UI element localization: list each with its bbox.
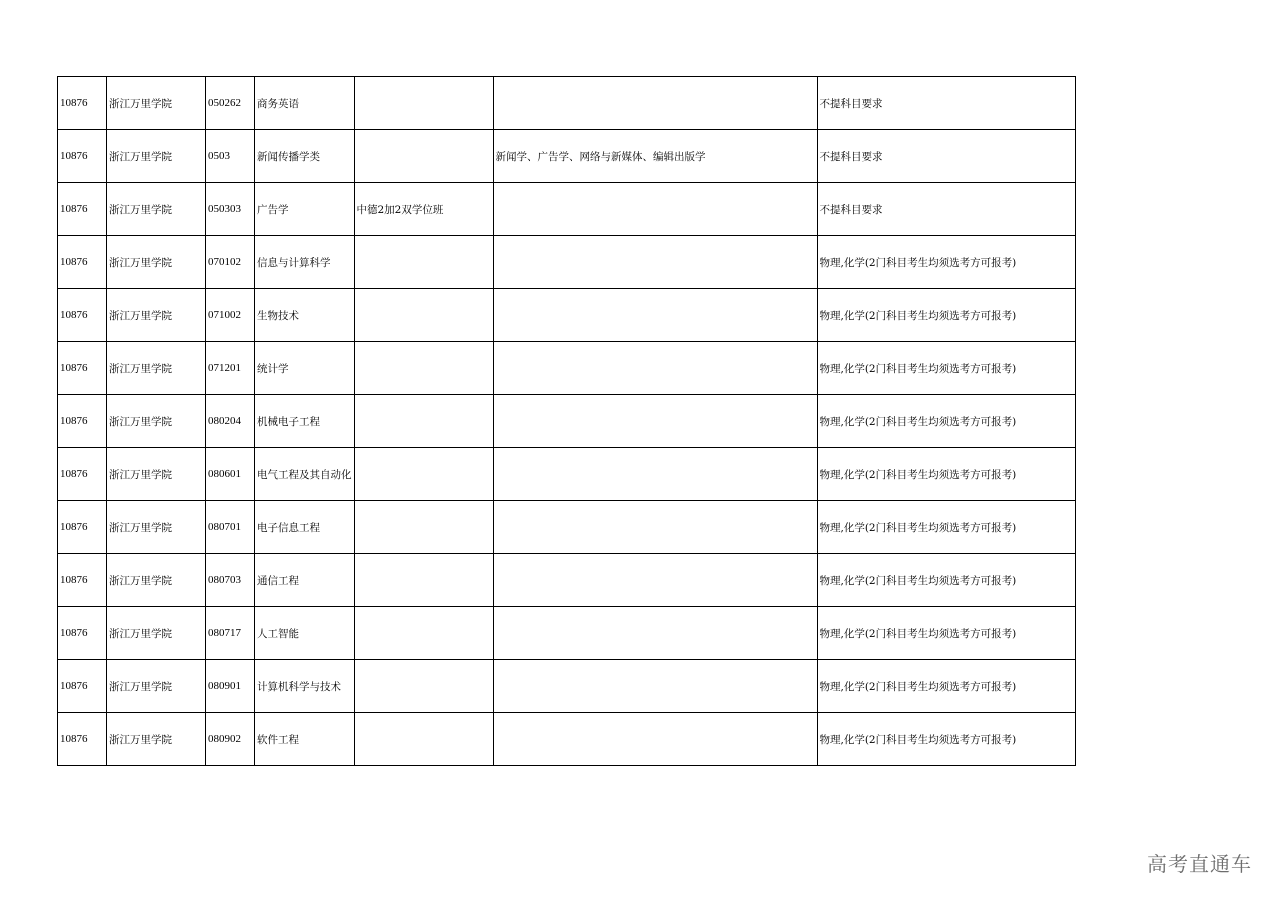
table-row	[58, 289, 1076, 342]
included-majors-cell	[493, 448, 817, 501]
school-code-cell: 10876	[58, 289, 107, 342]
major-name-cell: 计算机科学与技术	[255, 660, 355, 713]
school-name-cell: 浙江万里学院	[107, 713, 206, 766]
major-name-cell: 机械电子工程	[255, 395, 355, 448]
major-requirements-table	[57, 76, 1076, 766]
major-name-cell: 商务英语	[255, 77, 355, 130]
school-name-cell: 浙江万里学院	[107, 448, 206, 501]
subject-requirement-cell: 物理,化学(2门科目考生均须选考方可报考)	[817, 236, 1075, 289]
major-code-cell: 080601	[206, 448, 255, 501]
major-note-cell	[354, 660, 493, 713]
subject-requirement-cell: 物理,化学(2门科目考生均须选考方可报考)	[817, 554, 1075, 607]
included-majors-cell: 新闻学、广告学、网络与新媒体、编辑出版学	[493, 130, 817, 183]
major-note-cell	[354, 342, 493, 395]
major-name-cell: 人工智能	[255, 607, 355, 660]
included-majors-cell	[493, 77, 817, 130]
major-note-cell: 中德2加2双学位班	[354, 183, 493, 236]
table-row	[58, 448, 1076, 501]
school-name-cell: 浙江万里学院	[107, 342, 206, 395]
subject-requirement-cell: 物理,化学(2门科目考生均须选考方可报考)	[817, 713, 1075, 766]
table-row	[58, 77, 1076, 130]
major-code-cell: 080204	[206, 395, 255, 448]
major-code-cell: 050303	[206, 183, 255, 236]
subject-requirement-cell: 不提科目要求	[817, 77, 1075, 130]
included-majors-cell	[493, 395, 817, 448]
major-code-cell: 080901	[206, 660, 255, 713]
school-name-cell: 浙江万里学院	[107, 660, 206, 713]
major-note-cell	[354, 607, 493, 660]
school-name-cell: 浙江万里学院	[107, 607, 206, 660]
major-note-cell	[354, 289, 493, 342]
major-code-cell: 080701	[206, 501, 255, 554]
included-majors-cell	[493, 501, 817, 554]
major-name-cell: 软件工程	[255, 713, 355, 766]
school-code-cell: 10876	[58, 395, 107, 448]
table-row	[58, 607, 1076, 660]
included-majors-cell	[493, 183, 817, 236]
included-majors-cell	[493, 342, 817, 395]
school-name-cell: 浙江万里学院	[107, 236, 206, 289]
school-code-cell: 10876	[58, 130, 107, 183]
major-code-cell: 071201	[206, 342, 255, 395]
included-majors-cell	[493, 660, 817, 713]
table-row	[58, 501, 1076, 554]
school-code-cell: 10876	[58, 448, 107, 501]
major-code-cell: 050262	[206, 77, 255, 130]
table-body	[58, 77, 1076, 766]
major-code-cell: 0503	[206, 130, 255, 183]
school-code-cell: 10876	[58, 342, 107, 395]
subject-requirement-cell: 物理,化学(2门科目考生均须选考方可报考)	[817, 501, 1075, 554]
watermark-text: 高考直通车	[1147, 852, 1252, 876]
school-name-cell: 浙江万里学院	[107, 395, 206, 448]
major-name-cell: 统计学	[255, 342, 355, 395]
table-row	[58, 236, 1076, 289]
school-name-cell: 浙江万里学院	[107, 77, 206, 130]
school-code-cell: 10876	[58, 236, 107, 289]
included-majors-cell	[493, 289, 817, 342]
table-row	[58, 342, 1076, 395]
school-code-cell: 10876	[58, 607, 107, 660]
major-name-cell: 信息与计算科学	[255, 236, 355, 289]
subject-requirement-cell: 物理,化学(2门科目考生均须选考方可报考)	[817, 448, 1075, 501]
school-name-cell: 浙江万里学院	[107, 130, 206, 183]
school-name-cell: 浙江万里学院	[107, 554, 206, 607]
subject-requirement-cell: 物理,化学(2门科目考生均须选考方可报考)	[817, 395, 1075, 448]
school-code-cell: 10876	[58, 554, 107, 607]
major-note-cell	[354, 130, 493, 183]
school-name-cell: 浙江万里学院	[107, 501, 206, 554]
major-note-cell	[354, 395, 493, 448]
major-note-cell	[354, 77, 493, 130]
table-row	[58, 554, 1076, 607]
school-code-cell: 10876	[58, 660, 107, 713]
major-name-cell: 电子信息工程	[255, 501, 355, 554]
table-row	[58, 395, 1076, 448]
major-code-cell: 071002	[206, 289, 255, 342]
major-name-cell: 电气工程及其自动化	[255, 448, 355, 501]
subject-requirement-cell: 物理,化学(2门科目考生均须选考方可报考)	[817, 289, 1075, 342]
school-code-cell: 10876	[58, 501, 107, 554]
included-majors-cell	[493, 713, 817, 766]
major-name-cell: 通信工程	[255, 554, 355, 607]
table-row	[58, 713, 1076, 766]
included-majors-cell	[493, 607, 817, 660]
major-name-cell: 生物技术	[255, 289, 355, 342]
major-name-cell: 新闻传播学类	[255, 130, 355, 183]
subject-requirement-cell: 不提科目要求	[817, 183, 1075, 236]
major-code-cell: 080902	[206, 713, 255, 766]
major-note-cell	[354, 713, 493, 766]
school-name-cell: 浙江万里学院	[107, 183, 206, 236]
major-note-cell	[354, 448, 493, 501]
included-majors-cell	[493, 236, 817, 289]
major-code-cell: 080717	[206, 607, 255, 660]
included-majors-cell	[493, 554, 817, 607]
subject-requirement-cell: 不提科目要求	[817, 130, 1075, 183]
major-note-cell	[354, 554, 493, 607]
major-note-cell	[354, 236, 493, 289]
school-code-cell: 10876	[58, 77, 107, 130]
table-row	[58, 660, 1076, 713]
school-name-cell: 浙江万里学院	[107, 289, 206, 342]
school-code-cell: 10876	[58, 713, 107, 766]
subject-requirement-cell: 物理,化学(2门科目考生均须选考方可报考)	[817, 342, 1075, 395]
major-note-cell	[354, 501, 493, 554]
school-code-cell: 10876	[58, 183, 107, 236]
subject-requirement-cell: 物理,化学(2门科目考生均须选考方可报考)	[817, 660, 1075, 713]
subject-requirement-cell: 物理,化学(2门科目考生均须选考方可报考)	[817, 607, 1075, 660]
major-code-cell: 080703	[206, 554, 255, 607]
table-row	[58, 183, 1076, 236]
major-name-cell: 广告学	[255, 183, 355, 236]
table-row	[58, 130, 1076, 183]
admission-requirements-sheet	[57, 76, 1076, 766]
major-code-cell: 070102	[206, 236, 255, 289]
